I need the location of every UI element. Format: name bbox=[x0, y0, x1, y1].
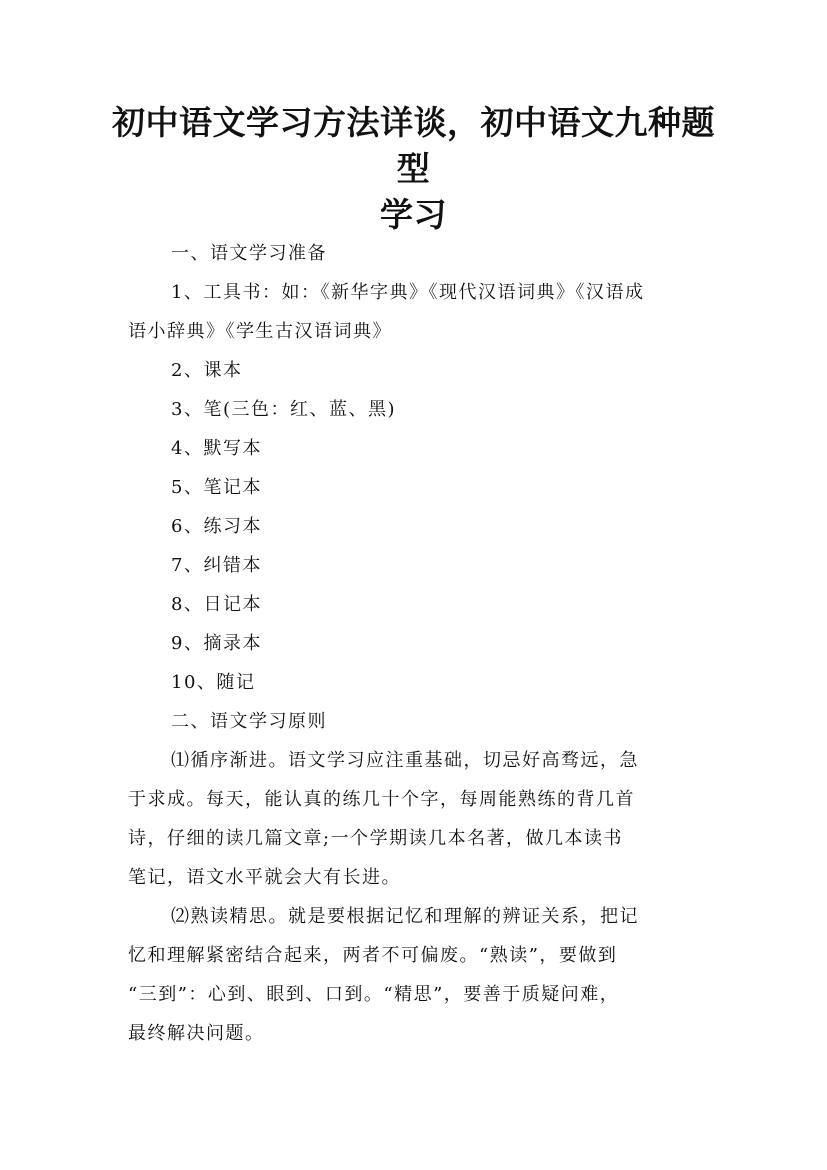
list-item-diary: 8、日记本 bbox=[171, 594, 262, 615]
principle-step-by-step bbox=[128, 741, 702, 897]
paragraph-line: “三到”：心到、眼到、口到。“精思”，要善于质疑问难， bbox=[128, 984, 620, 1005]
principle-read-and-think bbox=[128, 897, 702, 1053]
list-item-error-book: 7、纠错本 bbox=[171, 555, 262, 576]
list-item-line: 语小辞典》《学生古汉语词典》 bbox=[128, 321, 392, 342]
section-heading-principles: 二、语文学习原则 bbox=[171, 711, 327, 732]
title-line-1: 初中语文学习方法详谈，初中语文九种题型 bbox=[112, 103, 715, 188]
paragraph-line: ⑵熟读精思。就是要根据记忆和理解的辨证关系，把记 bbox=[171, 906, 639, 927]
list-item-pens: 3、笔(三色：红、蓝、黑) bbox=[171, 399, 396, 420]
list-item-excerpt-book: 9、摘录本 bbox=[171, 633, 262, 654]
paragraph-line: 忆和理解紧密结合起来，两者不可偏废。“熟读”，要做到 bbox=[128, 945, 618, 966]
list-item-line: 1、工具书：如：《新华字典》《现代汉语词典》《汉语成 bbox=[171, 282, 645, 303]
paragraph-line: 最终解决问题。 bbox=[128, 1023, 265, 1044]
section-heading-preparation: 一、语文学习准备 bbox=[171, 243, 327, 264]
document-body bbox=[128, 234, 702, 1053]
title-line-2: 学习 bbox=[380, 195, 447, 234]
list-item-tool-books bbox=[128, 273, 702, 351]
paragraph-line: 笔记，语文水平就会大有长进。 bbox=[128, 867, 401, 888]
paragraph-line: ⑴循序渐进。语文学习应注重基础，切忌好高骛远，急 bbox=[171, 750, 639, 771]
document-title bbox=[100, 100, 727, 238]
paragraph-line: 诗，仔细的读几篇文章;一个学期读几本名著，做几本读书 bbox=[128, 828, 624, 849]
list-item-exercise-book: 6、练习本 bbox=[171, 516, 262, 537]
list-item-notebook: 5、笔记本 bbox=[171, 477, 262, 498]
list-item-jottings: 10、随记 bbox=[171, 672, 256, 693]
list-item-textbook: 2、课本 bbox=[171, 360, 243, 381]
list-item-dictation-book: 4、默写本 bbox=[171, 438, 262, 459]
paragraph-line: 于求成。每天，能认真的练几十个字，每周能熟练的背几首 bbox=[128, 789, 635, 810]
